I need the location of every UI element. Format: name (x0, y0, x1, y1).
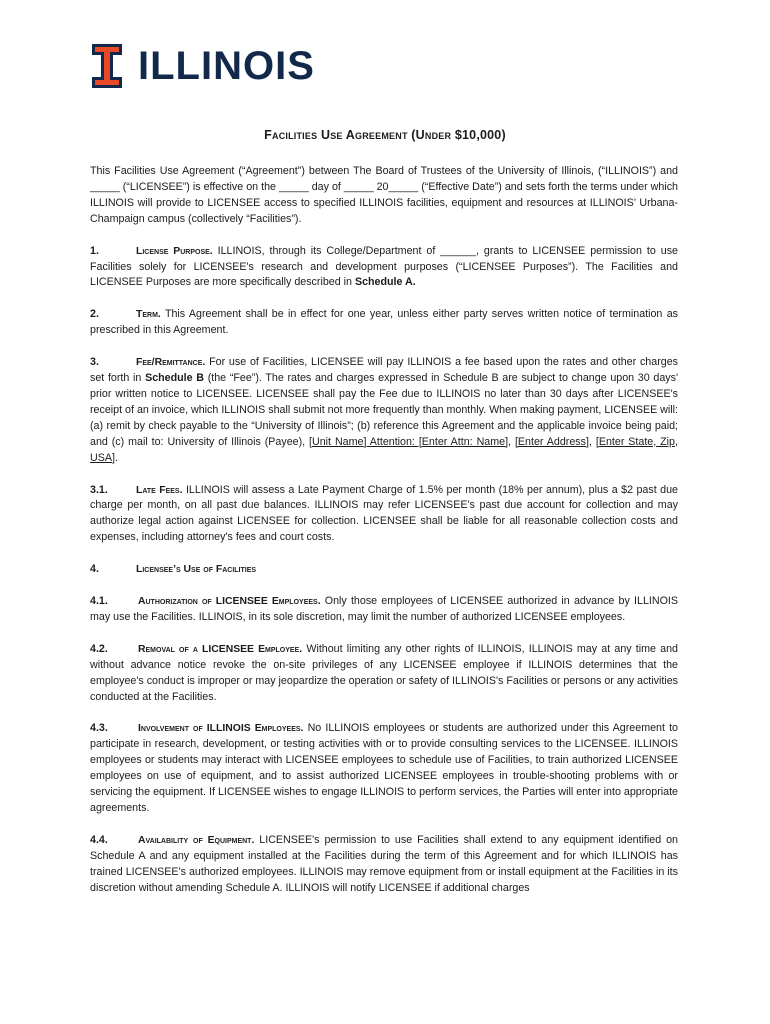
section-heading: License Purpose. (136, 245, 213, 257)
section-number: 2. (90, 308, 99, 321)
section-3-1 (90, 483, 678, 547)
block-i-logo-icon (92, 44, 122, 88)
section-4-1 (90, 594, 678, 626)
section-number: 4.4. (90, 833, 108, 846)
address-state-zip: [Enter State, Zip, USA] (90, 435, 678, 464)
section-number: 4.3. (90, 722, 108, 735)
section-heading: Term. (136, 309, 161, 321)
section-4-2 (90, 642, 678, 706)
section-number: 4. (90, 563, 99, 576)
section-1 (90, 244, 678, 292)
separator: , (588, 435, 596, 448)
address-unit-attention: [Unit Name] Attention: [Enter Attn: Name] (309, 435, 509, 448)
section-heading: Removal of a LICENSEE Employee. (138, 643, 303, 655)
address-street: [Enter Address] (514, 435, 589, 448)
section-text: This Agreement shall be in effect for one year, unless either party serves written notice of termination as prescribed in this Agreement. (90, 308, 678, 337)
section-text: LICENSEE's permission to use Facilities shall extend to any equipment identified on Schedule A and any equipment installed at the Facilities during the term of this Agreement and for which ILLINOIS has trained LICENSEE's authorized employees. ILLINOIS may remove equipment from or install equipment at the Facilities in its discretion without amending Schedule A. ILLINOIS will notify LICENSEE if additional charges (90, 833, 678, 894)
period: . (114, 451, 118, 464)
section-heading: Authorization of LICENSEE Employees. (138, 596, 321, 608)
section-3 (90, 355, 678, 466)
section-heading: Availability of Equipment. (138, 834, 255, 846)
university-logo (92, 44, 315, 88)
section-number: 3. (90, 356, 99, 369)
section-text: No ILLINOIS employees or students are authorized under this Agreement to participate in research, development, or testing activities with or to provide consulting services to the LICENSEE. ILLINOIS employees or students may interact with LICENSEE employees to schedule use of Facilities, to train authorized LICENSEE employees on use of equipment, and to assist authorized LICENSEE employees in trouble-shooting problems with or servicing the equipment. If LICENSEE wishes to engage ILLINOIS to perform services, the Parties will enter into appropriate agreements. (90, 722, 678, 814)
schedule-reference: Schedule A. (354, 276, 416, 289)
section-heading: Fee/Remittance. (136, 357, 206, 369)
separator: , (508, 435, 515, 448)
section-4-4 (90, 833, 678, 897)
section-heading: Involvement of ILLINOIS Employees. (138, 723, 304, 735)
section-text-continued: (the “Fee”). The rates and charges expressed in Schedule B are subject to change upon 30 days' prior written notice to LICENSEE. LICENSEE shall pay the Fee due to ILLINOIS no later than 30 days after LICENSEE's receipt of an invoice, which ILLINOIS shall submit not more frequently than monthly. When making payment, LICENSEE will: (a) remit by check payable to the “University of Illinois”; (b) reference this Agreement and the applicable invoice being paid; and (c) mail to: University of Illinois (Payee), (90, 372, 678, 448)
logo-wordmark: ILLINOIS (138, 44, 315, 88)
section-number: 4.1. (90, 595, 108, 608)
document-title: Facilities Use Agreement (Under $10,000) (264, 128, 506, 142)
document-body (90, 164, 678, 913)
section-number: 3.1. (90, 483, 108, 496)
section-4-3 (90, 721, 678, 816)
schedule-reference: Schedule B (145, 372, 204, 385)
section-number: 1. (90, 244, 99, 257)
section-text: Only those employees of LICENSEE authorized in advance by ILLINOIS may use the Facilities. ILLINOIS, in its sole discretion, may limit the number of authorized LICENSEE employees. (90, 595, 678, 623)
section-number: 4.2. (90, 642, 108, 655)
section-text: ILLINOIS will assess a Late Payment Charge of 1.5% per month (18% per annum), plus a $2 past due charge per month, on all past due balances. ILLINOIS may refer LICENSEE's past due account for collection and may authorize legal action against LICENSEE for collection. LICENSEE shall be liable for all reasonable collection costs and expenses, including attorney's fees and court costs. (90, 483, 678, 544)
section-2 (90, 307, 678, 339)
section-text: ILLINOIS, through its College/Department of ______, grants to LICENSEE permission to use Facilities solely for LICENSEE's research and development purposes (“LICENSEE Purposes”). The Facilities and LICENSEE Purposes are more specifically described in (90, 244, 678, 289)
section-4 (90, 562, 678, 578)
section-text: Without limiting any other rights of ILLINOIS, ILLINOIS may at any time and without advance notice revoke the on-site privileges of any LICENSEE employee if ILLINOIS determines that the employee's conduct is improper or may jeopardize the operation or safety of ILLINOIS's Facilities or persons or any activities conducted at the Facilities. (90, 642, 679, 703)
section-heading: Licensee’s Use of Facilities (136, 564, 257, 576)
section-text: For use of Facilities, LICENSEE will pay ILLINOIS a fee based upon the rates and other charges set forth in (90, 356, 678, 385)
intro-paragraph: This Facilities Use Agreement (“Agreement”) between The Board of Trustees of the University of Illinois, (“ILLINOIS”) and _____ (“LICENSEE”) is effective on the _____ day of _____ 20_____ (“Effective Date”) and sets forth the terms under which ILLINOIS will provide to LICENSEE access to specified ILLINOIS facilities, equipment and resources at ILLINOIS’ Urbana-Champaign campus (collectively “Facilities”). (90, 165, 678, 225)
section-heading: Late Fees. (136, 484, 183, 496)
